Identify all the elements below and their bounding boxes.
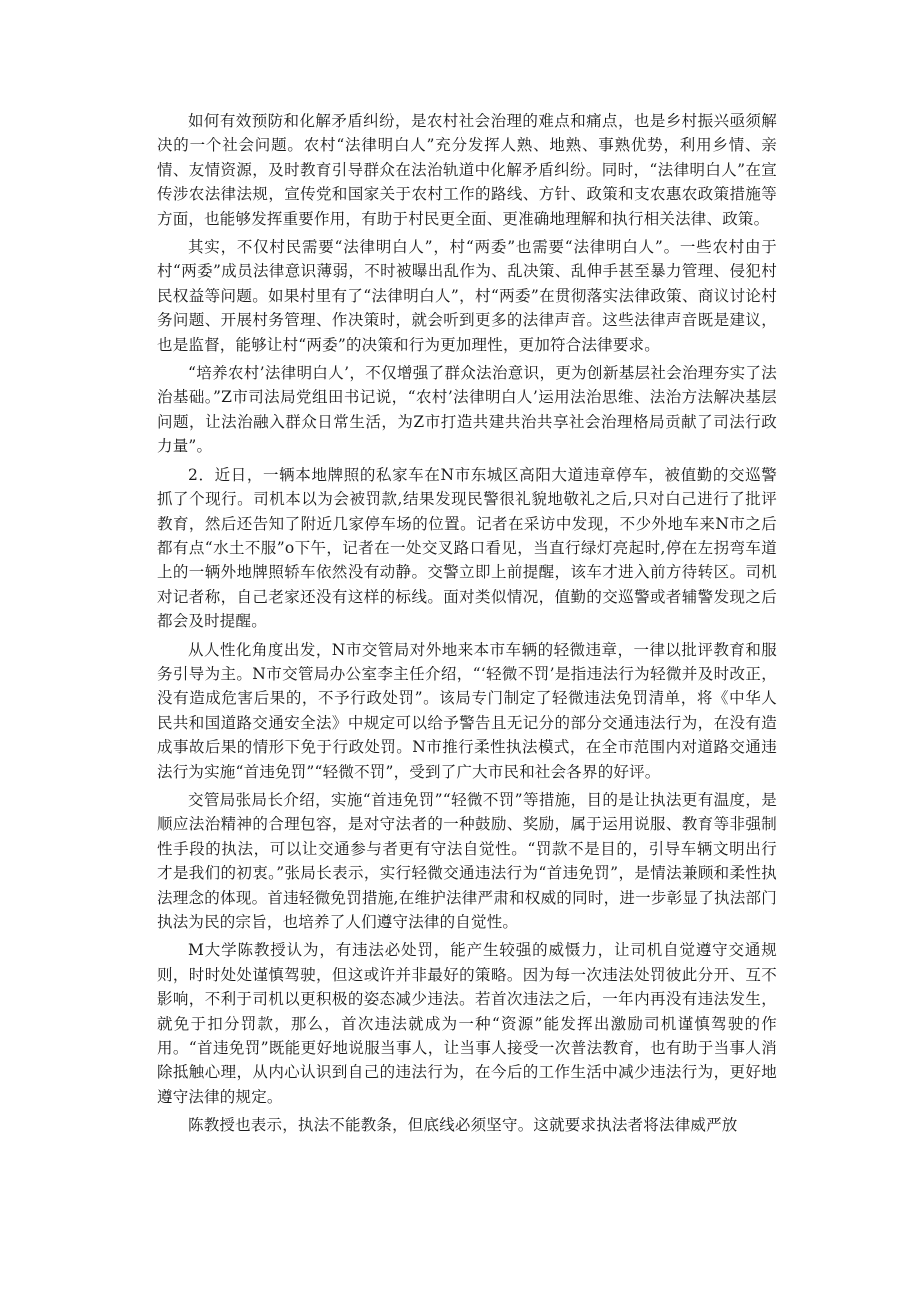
paragraph-minor-violation-policy: 从人性化角度出发，N市交管局对外地来本市车辆的轻微违章，一律以批评教育和服务引导为主。N市交管局办公室李主任介绍，“‘轻微不罚’是指违法行为轻微并及时改正，没有造成危害后果的，不予行政处罚”。该局专门制定了轻微违法免罚清单，将《中华人民共和国道路交通安全法》中规定可以给予警告且无记分的部分交通违法行为，在没有造成事故后果的情形下免于行政处罚。N市推行柔性执法模式，在全市范围内对道路交通违法行为实施“首违免罚”“轻微不罚”，受到了广大市民和社会各界的好评。 bbox=[157, 640, 777, 781]
paragraph-professor-conclusion: 陈教授也表示，执法不能教条，但底线必须坚守。这就要求执法者将法律威严放 bbox=[188, 1116, 738, 1135]
paragraph-bureau-chief-comment: 交管局张局长介绍，实施“首违免罚”“轻微不罚”等措施，目的是让执法更有温度，是顺应法治精神的合理包容，是对守法者的一种鼓励、奖励，属于运用说服、教育等非强制性手段的执法，可以让交通参与者更有守法自觉性。“罚款不是目的，引导车辆文明出行才是我们的初衷。”张局长表示，实行轻微交通违法行为“首违免罚”，是情法兼顾和柔性执法理念的体现。首违轻微免罚措施,在维护法律严肃和权威的同时，进一步彰显了执法部门执法为民的宗旨，也培养了人们遵守法律的自觉性。 bbox=[157, 790, 777, 931]
paragraph-rural-legal-mediation: 如何有效预防和化解矛盾纠纷，是农村社会治理的难点和痛点，也是乡村振兴亟须解决的一个社会问题。农村“法律明白人”充分发挥人熟、地熟、事熟优势，利用乡情、亲情、友情资源，及时教育引导群众在法治轨道中化解矛盾纠纷。同时，“法律明白人”在宣传涉农法律法规，宣传党和国家关于农村工作的路线、方针、政策和支农惠农政策措施等方面，也能够发挥重要作用，有助于村民更全面、更准确地理解和执行相关法律、政策。 bbox=[157, 112, 777, 228]
document-body bbox=[157, 109, 777, 1142]
paragraph-justice-bureau-quote: “培养农村’法律明白人’，不仅增强了群众法治意识，更为创新基层社会治理夯实了法治基础。”Z市司法局党组田书记说，“农村’法律明白人’运用法治思维、法治方法解决基层问题，让法治融入群众日常生活，为Z市打造共建共治共享社会治理格局贡献了司法行政力量”。 bbox=[157, 364, 777, 456]
paragraph-village-committee: 其实，不仅村民需要“法律明白人”，村“两委”也需要“法律明白人”。一些农村由于村“两委”成员法律意识薄弱，不时被曝出乱作为、乱决策、乱伸手甚至暴力管理、侵犯村民权益等问题。如果村里有了“法律明白人”，村“两委”在贯彻落实法律政策、商议讨论村务问题、开展村务管理、作决策时，就会听到更多的法律声音。这些法律声音既是建议，也是监督，能够让村“两委”的决策和行为更加理性，更加符合法律要求。 bbox=[157, 238, 777, 354]
paragraph-professor-analysis: M大学陈教授认为，有违法必处罚，能产生较强的威慑力，让司机自觉遵守交通规则，时时处处谨慎驾驶，但这或许并非最好的策略。因为每一次违法处罚彼此分开、互不影响，不利于司机以更积极的姿态减少违法。若首次违法之后，一年内再没有违法发生，就免于扣分罚款，那么，首次违法就成为一种“资源”能发挥出激励司机谨慎驾驶的作用。“首违免罚”既能更好地说服当事人，让当事人接受一次普法教育，也有助于当事人消除抵触心理，从内心认识到自己的违法行为，在今后的工作生活中减少违法行为，更好地遵守法律的规定。 bbox=[157, 941, 777, 1106]
paragraph-traffic-case: 2．近日，一辆本地牌照的私家车在N市东城区高阳大道违章停车，被值勤的交巡警抓了个现行。司机本以为会被罚款,结果发现民警很礼貌地敬礼之后,只对白己进行了批评教育，然后还告知了附近几家停车场的位置。记者在采访中发现，不少外地车来N市之后都有点“水土不服”o下午，记者在一处交叉路口看见，当直行绿灯亮起时,停在左拐弯车道上的一辆外地牌照轿车依然没有动静。交警立即上前提醒，该车才进入前方待转区。司机对记者称，自己老家还没有这样的标线。面对类似情况，值勤的交巡警或者辅警发现之后都会及时提醒。 bbox=[157, 465, 777, 631]
